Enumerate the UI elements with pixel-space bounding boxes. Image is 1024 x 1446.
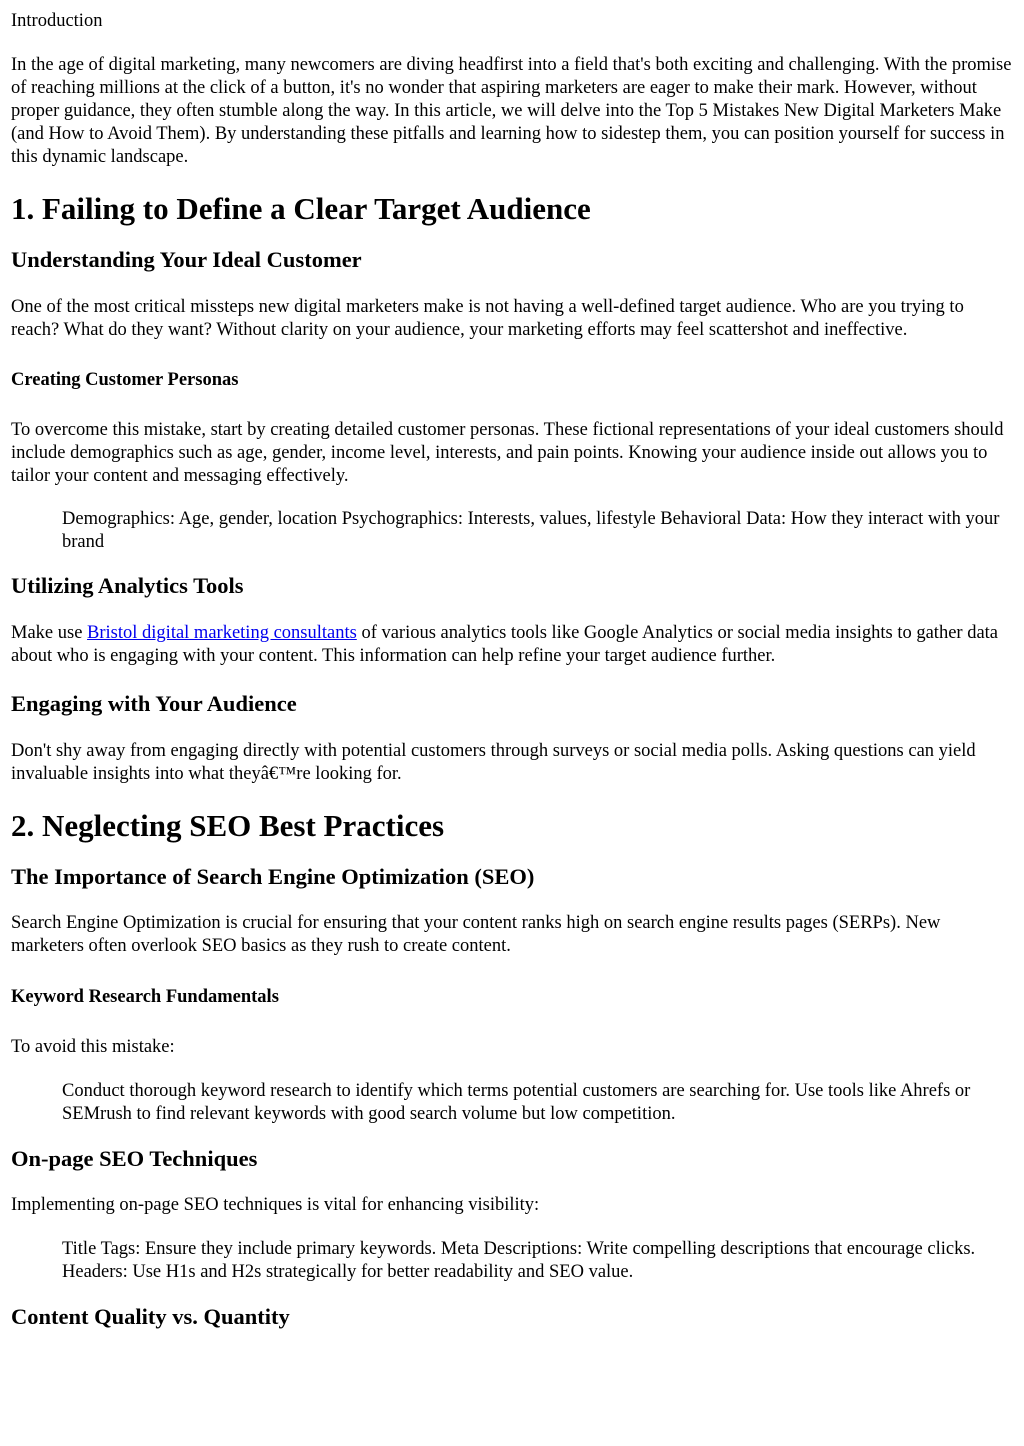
section2-sub2-list: Conduct thorough keyword research to identify which terms potential customers are searching for. Use tools like Ahrefs or SEMrush to find relevant keywords with good search volume but low competition. xyxy=(62,1081,971,1124)
intro-paragraph: In the age of digital marketing, many newcomers are diving headfirst into a field that's both exciting and challenging. With the promise of reaching millions at the click of a button, it's no wonder that aspiring marketers are eager to make their mark. However, without proper guidance, they often stumble along the way. In this article, we will delve into the Top 5 Mistakes New Digital Marketers Make (and How to Avoid Them). By understanding these pitfalls and learning how to sidestep them, you can position yourself for success in this dynamic landscape. xyxy=(11,55,1012,167)
section2-sub3-heading: On-page SEO Techniques xyxy=(11,1146,258,1171)
section1-sub2-list: Demographics: Age, gender, location Psychographics: Interests, values, lifestyle Behavioral Data: How they interact with your brand xyxy=(62,509,1000,552)
section2-sub2-paragraph: To avoid this mistake: xyxy=(11,1037,175,1057)
section1-sub4-heading: Engaging with Your Audience xyxy=(11,691,297,716)
section2-sub4-heading: Content Quality vs. Quantity xyxy=(11,1304,290,1329)
section2-sub2-heading: Keyword Research Fundamentals xyxy=(11,987,279,1007)
section1-sub1-paragraph: One of the most critical missteps new digital marketers make is not having a well-defined target audience. Who are you trying to reach? What do they want? Without clarity on your audience, your marketing efforts may feel scattershot and ineffective. xyxy=(11,297,964,340)
section1-heading: 1. Failing to Define a Clear Target Audience xyxy=(11,191,591,226)
section1-sub1-heading: Understanding Your Ideal Customer xyxy=(11,247,362,272)
section1-sub3-paragraph xyxy=(11,622,1014,668)
section1-sub4-paragraph: Don't shy away from engaging directly with potential customers through surveys or social media polls. Asking questions can yield invaluable insights into what theyâ€™re looking for. xyxy=(11,741,976,784)
section1-sub2-paragraph: To overcome this mistake, start by creating detailed customer personas. These fictional representations of your ideal customers should include demographics such as age, gender, income level, interests, and pain points. Knowing your audience inside out allows you to tailor your content and messaging effectively. xyxy=(11,420,1004,486)
section1-sub3-text-before: Make use xyxy=(11,623,88,643)
section2-sub1-paragraph: Search Engine Optimization is crucial for ensuring that your content ranks high on search engine results pages (SERPs). New marketers often overlook SEO basics as they rush to create content. xyxy=(11,913,941,956)
section1-sub3-heading: Utilizing Analytics Tools xyxy=(11,573,244,598)
section2-sub3-list: Title Tags: Ensure they include primary keywords. Meta Descriptions: Write compelling descriptions that encourage clicks. Headers: Use H1s and H2s strategically for better readability and SEO value. xyxy=(62,1239,976,1282)
section2-sub1-heading: The Importance of Search Engine Optimization (SEO) xyxy=(11,864,535,889)
section2-sub3-paragraph: Implementing on-page SEO techniques is vital for enhancing visibility: xyxy=(11,1195,540,1215)
section1-sub3-text-after: of various analytics tools like Google Analytics or social media insights to gather data about who is engaging with your content. This information can help refine your target audience further. xyxy=(11,623,999,666)
intro-label: Introduction xyxy=(11,11,103,31)
bristol-consultants-link[interactable]: Bristol digital marketing consultants xyxy=(87,623,357,643)
section1-sub2-heading: Creating Customer Personas xyxy=(11,370,239,390)
section2-heading: 2. Neglecting SEO Best Practices xyxy=(11,808,445,843)
